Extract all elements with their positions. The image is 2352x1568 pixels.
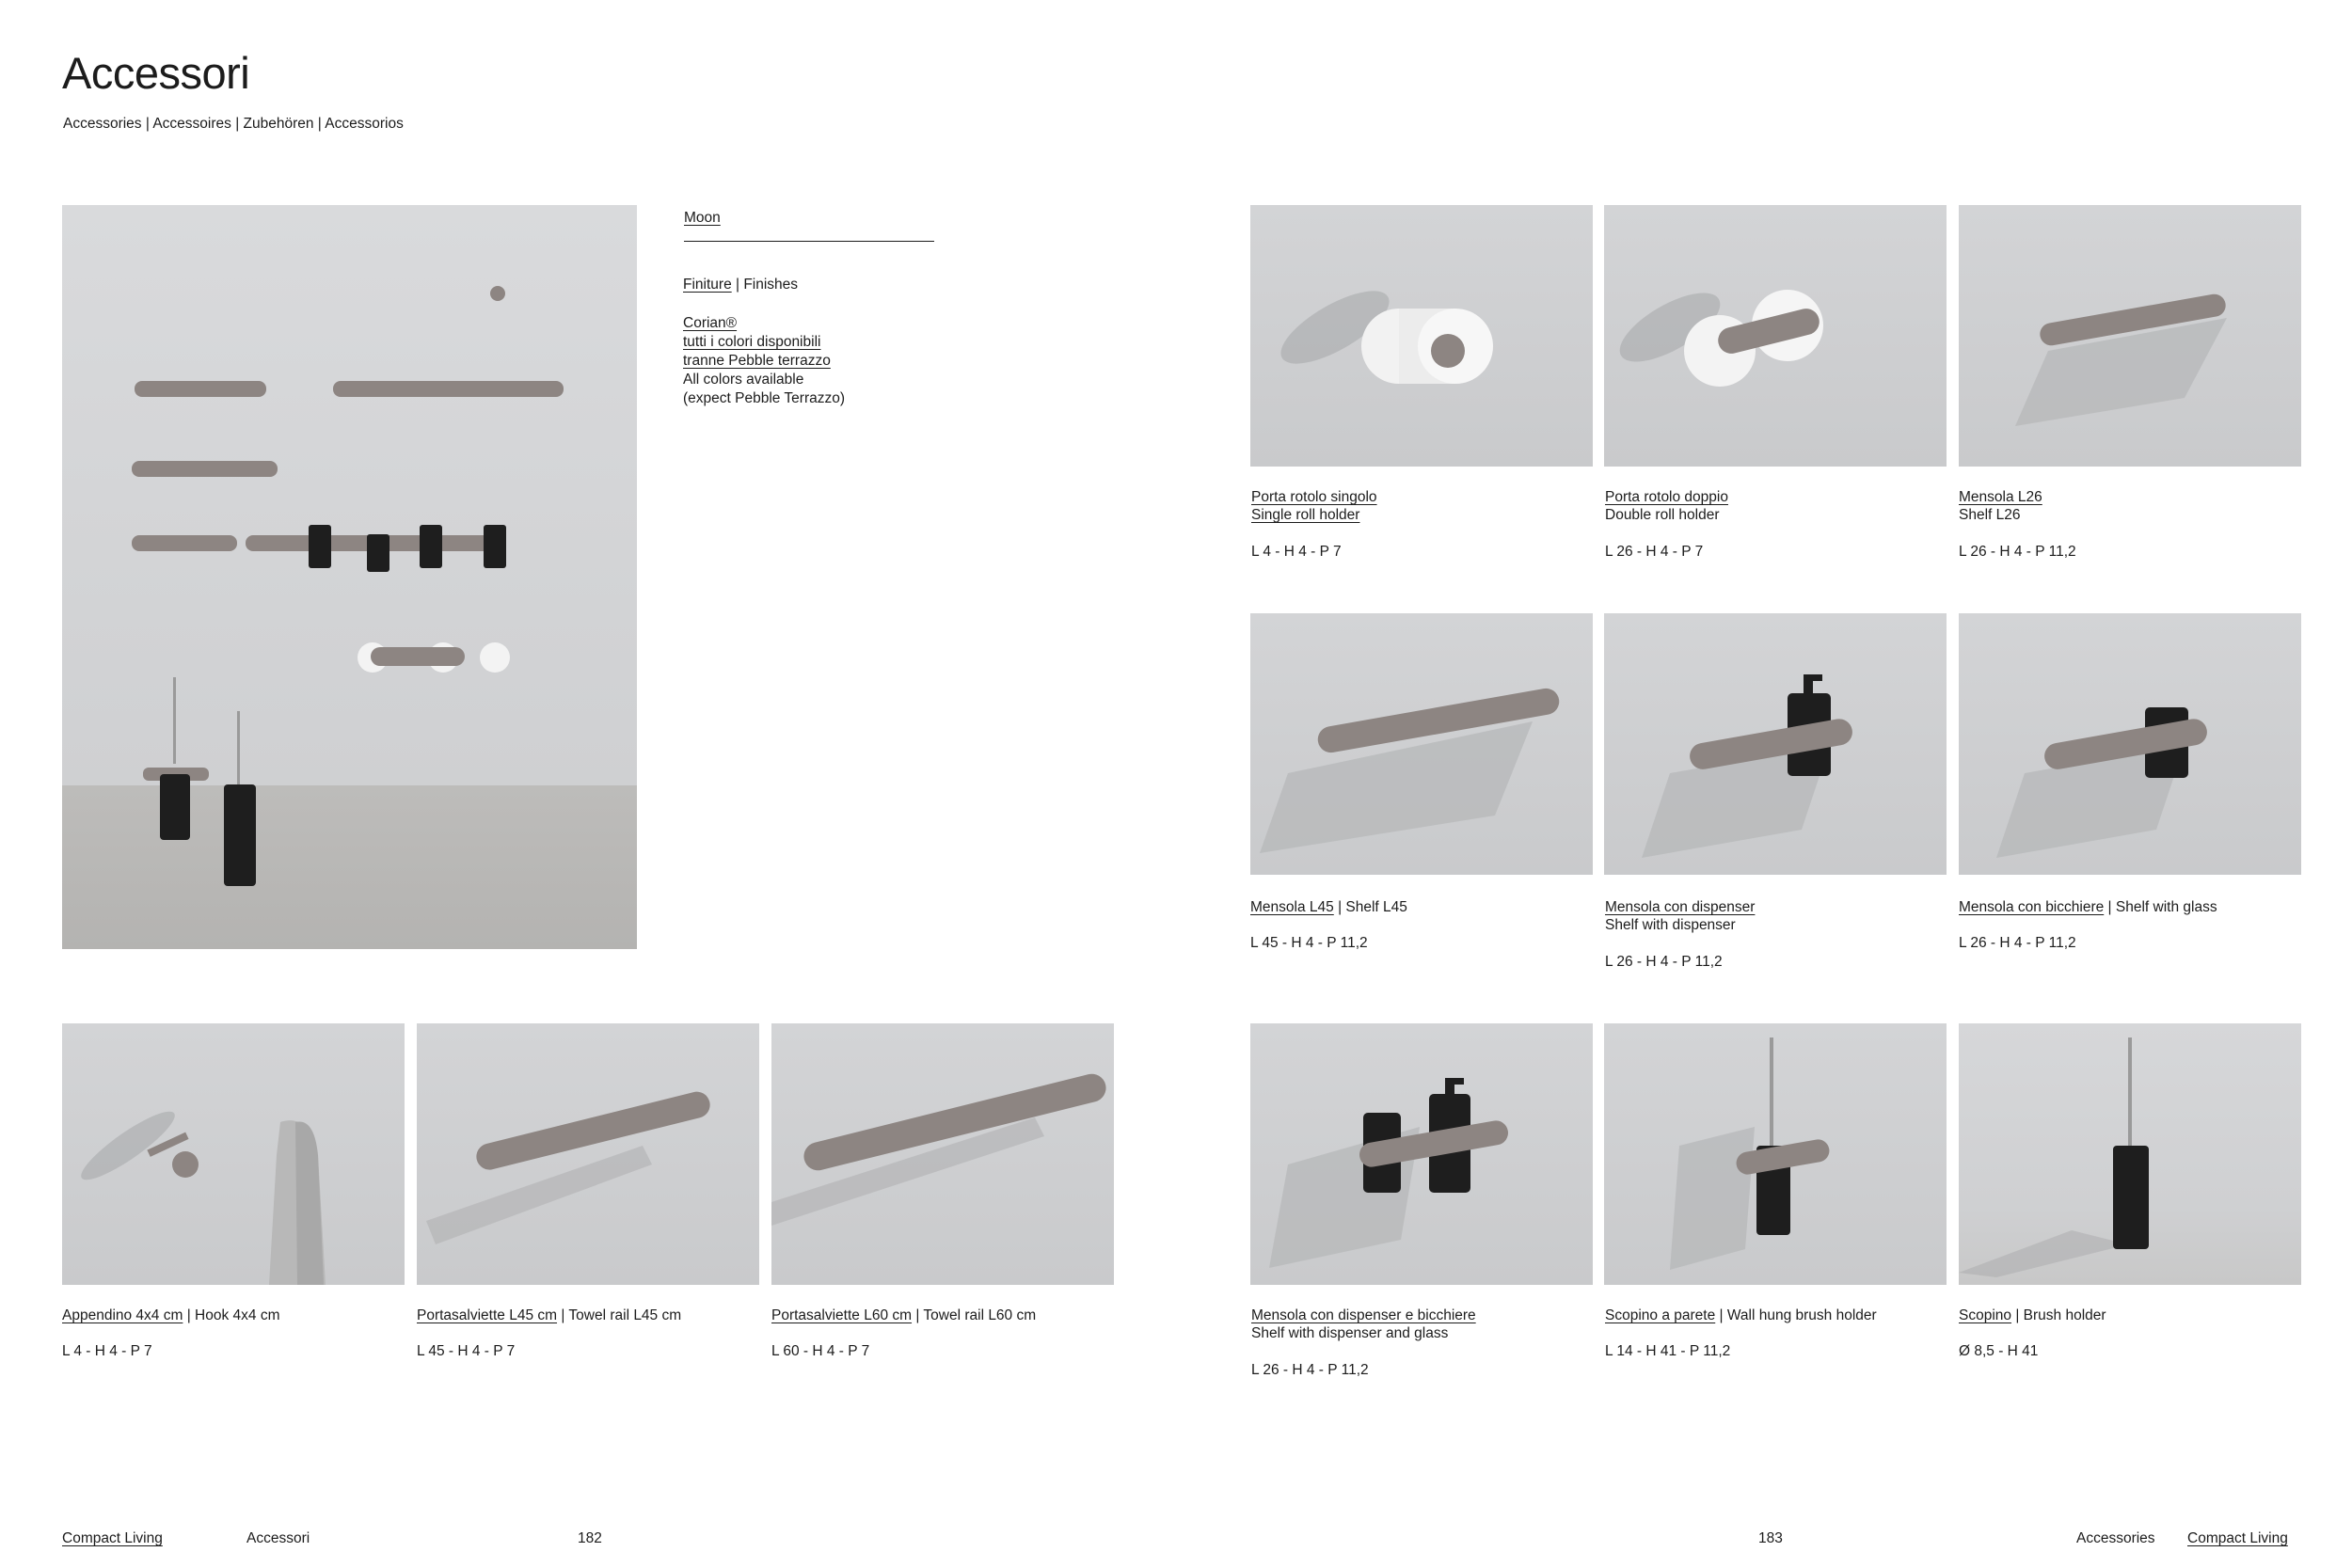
finishes-details [683,314,845,408]
product-subtitle: Single roll holder [1251,507,1360,523]
product-dimensions: L 14 - H 41 - P 11,2 [1605,1343,1731,1359]
product-name: Mensola L26 [1959,489,2042,505]
product-dimensions: L 26 - H 4 - P 11,2 [1251,1362,1369,1378]
product-dimensions: L 26 - H 4 - P 11,2 [1959,935,2076,951]
product-name: Portasalviette L45 cm [417,1307,558,1323]
product-subtitle: | Shelf L45 [1333,899,1407,915]
product-caption-3 [1250,898,1407,916]
product-name: Porta rotolo doppio [1605,489,1728,505]
product-photo-wall-brush-holder [1604,1023,1947,1285]
product-caption-4 [1605,898,1755,934]
divider-line [684,241,934,242]
product-subtitle: | Hook 4x4 cm [183,1307,280,1323]
product-name: Mensola con dispenser [1605,899,1756,915]
product-caption-11 [1959,1307,2106,1324]
product-subtitle: | Wall hung brush holder [1715,1307,1877,1323]
product-photo-hook [62,1023,405,1285]
product-name: Appendino 4x4 cm [62,1307,183,1323]
product-caption-0 [1251,488,1377,524]
product-name: Portasalviette L60 cm [771,1307,913,1323]
product-caption-6 [62,1307,279,1324]
collection-name: Moon [684,210,721,226]
product-dimensions: L 45 - H 4 - P 7 [417,1343,516,1359]
footer-page-left: 182 [578,1530,602,1546]
footer-section-right: Accessories [2076,1530,2155,1546]
product-subtitle: Shelf with dispenser and glass [1251,1325,1449,1341]
product-dimensions: L 26 - H 4 - P 11,2 [1605,954,1723,970]
product-dimensions: L 4 - H 4 - P 7 [62,1343,152,1359]
product-photo-towel-rail-l45 [417,1023,759,1285]
product-photo-shelf-with-dispenser [1604,613,1947,875]
finishes-heading [683,276,798,293]
product-name: Scopino a parete [1605,1307,1716,1323]
product-subtitle: | Shelf with glass [2104,899,2217,915]
product-dimensions: L 26 - H 4 - P 7 [1605,544,1704,560]
footer-page-right: 183 [1758,1530,1783,1546]
product-dimensions: Ø 8,5 - H 41 [1959,1343,2039,1359]
product-caption-2 [1959,488,2042,524]
footer-brand-right: Compact Living [2187,1530,2288,1546]
product-name: Scopino [1959,1307,2012,1323]
product-photo-shelf-dispenser-glass [1250,1023,1593,1285]
product-dimensions: L 45 - H 4 - P 11,2 [1250,935,1368,951]
finish-line-4: (expect Pebble Terrazzo) [683,390,846,406]
product-subtitle: | Brush holder [2011,1307,2106,1323]
finishes-label-en: | Finishes [731,277,799,293]
product-photo-double-roll-holder [1604,205,1947,467]
product-name: Mensola con bicchiere [1959,899,2105,915]
product-photo-towel-rail-l60 [771,1023,1114,1285]
product-subtitle: | Towel rail L45 cm [557,1307,682,1323]
product-caption-8 [771,1307,1036,1324]
product-photo-shelf-with-glass [1959,613,2301,875]
material-name: Corian® [683,315,738,331]
product-caption-7 [417,1307,681,1324]
product-caption-9 [1251,1307,1476,1342]
finish-line-3: All colors available [683,372,804,388]
page-title: Accessori [62,48,250,98]
product-photo-single-roll-holder [1250,205,1593,467]
product-subtitle: Shelf L26 [1959,507,2021,523]
product-caption-1 [1605,488,1728,524]
footer-section-left: Accessori [246,1530,310,1546]
hero-photo [62,205,637,949]
product-caption-5 [1959,898,2217,916]
footer-brand-left: Compact Living [62,1530,163,1546]
product-subtitle: | Towel rail L60 cm [912,1307,1037,1323]
product-dimensions: L 26 - H 4 - P 11,2 [1959,544,2076,560]
product-subtitle: Shelf with dispenser [1605,917,1736,933]
product-subtitle: Double roll holder [1605,507,1720,523]
product-name: Porta rotolo singolo [1251,489,1377,505]
page-subtitle: Accessories | Accessoires | Zubehören | Accessorios [63,116,404,132]
finish-line-2: tranne Pebble terrazzo [683,353,831,369]
product-dimensions: L 60 - H 4 - P 7 [771,1343,870,1359]
product-name: Mensola L45 [1250,899,1334,915]
product-photo-brush-holder [1959,1023,2301,1285]
finishes-label-it: Finiture [683,277,732,293]
product-name: Mensola con dispenser e bicchiere [1251,1307,1476,1323]
product-photo-shelf-l26 [1959,205,2301,467]
product-photo-shelf-l45 [1250,613,1593,875]
product-caption-10 [1605,1307,1877,1324]
product-dimensions: L 4 - H 4 - P 7 [1251,544,1342,560]
finish-line-1: tutti i colori disponibili [683,334,821,350]
